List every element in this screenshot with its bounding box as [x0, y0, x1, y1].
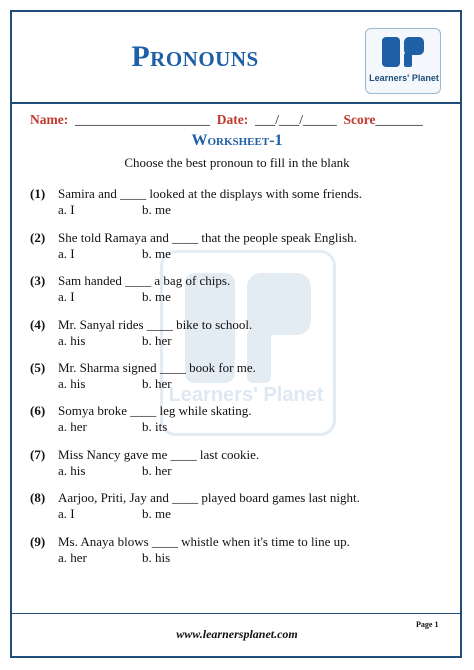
question-number: (6)	[30, 403, 46, 418]
question-text: Sam handed ____ a bag of chips.	[58, 273, 231, 288]
question-number: (1)	[30, 186, 46, 201]
question-text: Miss Nancy gave me ____ last cookie.	[58, 447, 260, 462]
question-number: (3)	[30, 273, 46, 288]
question-text: Ms. Anaya blows ____ whistle when it's time to line up.	[58, 534, 350, 549]
question-number: (8)	[30, 490, 46, 505]
question-text: Samira and ____ looked at the displays with some friends.	[58, 186, 363, 201]
option-a[interactable]: a. his	[58, 376, 86, 391]
question-text: Mr. Sanyal rides ____ bike to school.	[58, 317, 253, 332]
logo-text: Learners' Planet	[369, 73, 439, 83]
lp-logo-icon	[380, 35, 426, 69]
header-divider	[12, 102, 460, 104]
option-b[interactable]: b. his	[142, 550, 171, 565]
option-b[interactable]: b. me	[142, 506, 171, 521]
page-title: Pronouns	[131, 40, 259, 73]
page-number: Page 1	[416, 620, 439, 629]
option-b[interactable]: b. me	[142, 246, 171, 261]
name-label: Name:	[30, 112, 69, 127]
name-blank[interactable]: ____________________	[74, 112, 210, 127]
question-number: (4)	[30, 317, 46, 332]
date-label: Date:	[216, 112, 249, 127]
option-a[interactable]: a. her	[58, 550, 87, 565]
student-info-line	[30, 112, 450, 128]
score-blank[interactable]: _______	[375, 112, 423, 127]
footer-divider	[12, 613, 460, 614]
option-b[interactable]: b. her	[142, 463, 172, 478]
option-a[interactable]: a. I	[58, 246, 75, 261]
option-a[interactable]: a. his	[58, 333, 86, 348]
question-text: Aarjoo, Priti, Jay and ____ played board games last night.	[58, 490, 360, 505]
option-a[interactable]: a. I	[58, 506, 75, 521]
worksheet-title: Worksheet-1	[191, 132, 283, 149]
question-text: Mr. Sharma signed ____ book for me.	[58, 360, 256, 375]
option-a[interactable]: a. I	[58, 289, 75, 304]
option-b[interactable]: b. me	[142, 202, 171, 217]
option-b[interactable]: b. me	[142, 289, 171, 304]
option-a[interactable]: a. I	[58, 202, 75, 217]
question-number: (9)	[30, 534, 46, 549]
option-b[interactable]: b. her	[142, 376, 172, 391]
question-number: (5)	[30, 360, 46, 375]
option-a[interactable]: a. her	[58, 419, 87, 434]
option-b[interactable]: b. its	[142, 419, 168, 434]
option-b[interactable]: b. her	[142, 333, 172, 348]
instructions: Choose the best pronoun to fill in the blank	[124, 155, 350, 170]
score-label: Score	[343, 112, 376, 127]
question-text: She told Ramaya and ____ that the people speak English.	[58, 230, 357, 245]
footer-url[interactable]: www.learnersplanet.com	[176, 627, 298, 641]
question-number: (7)	[30, 447, 46, 462]
learners-planet-logo	[365, 28, 441, 94]
date-blank[interactable]: ___/___/_____	[254, 112, 337, 127]
question-number: (2)	[30, 230, 46, 245]
watermark-text: Learners' Planet	[168, 384, 324, 406]
option-a[interactable]: a. his	[58, 463, 86, 478]
question-text: Somya broke ____ leg while skating.	[58, 403, 252, 418]
